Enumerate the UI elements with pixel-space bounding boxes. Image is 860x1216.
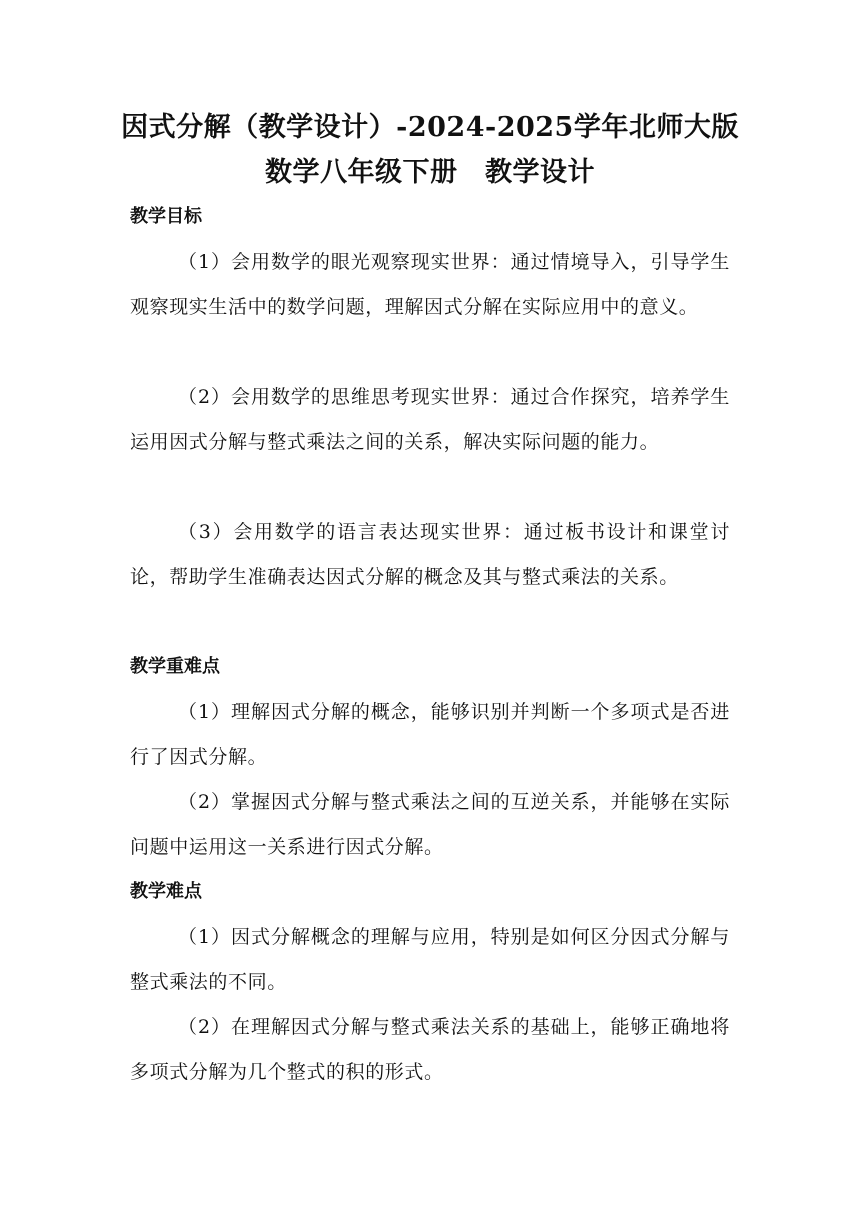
objective-paragraph-1: （1）会用数学的眼光观察现实世界：通过情境导入，引导学生观察现实生活中的数学问题，理解因式分解在实际应用中的意义。: [130, 251, 730, 318]
difficulty-paragraph-2: （2）在理解因式分解与整式乘法关系的基础上，能够正确地将多项式分解为几个整式的积的形式。: [130, 1016, 730, 1083]
section-heading-teaching-objectives: 教学目标: [130, 206, 202, 227]
section-heading-difficulties: 教学难点: [130, 881, 202, 902]
key-point-paragraph-2: （2）掌握因式分解与整式乘法之间的互逆关系，并能够在实际问题中运用这一关系进行因式分解。: [130, 791, 730, 858]
difficulty-paragraph-1: （1）因式分解概念的理解与应用，特别是如何区分因式分解与整式乘法的不同。: [130, 926, 730, 993]
section-heading-key-points: 教学重难点: [130, 656, 220, 677]
key-point-paragraph-1: （1）理解因式分解的概念，能够识别并判断一个多项式是否进行了因式分解。: [130, 701, 730, 768]
document-title-line-2: 数学八年级下册 教学设计: [265, 157, 595, 188]
objective-paragraph-2: （2）会用数学的思维思考现实世界：通过合作探究，培养学生运用因式分解与整式乘法之间的关系，解决实际问题的能力。: [130, 386, 730, 453]
objective-paragraph-3: （3）会用数学的语言表达现实世界：通过板书设计和课堂讨论，帮助学生准确表达因式分解的概念及其与整式乘法的关系。: [130, 521, 730, 588]
document-title-line-1: 因式分解（教学设计）-2024-2025学年北师大版: [121, 112, 739, 143]
